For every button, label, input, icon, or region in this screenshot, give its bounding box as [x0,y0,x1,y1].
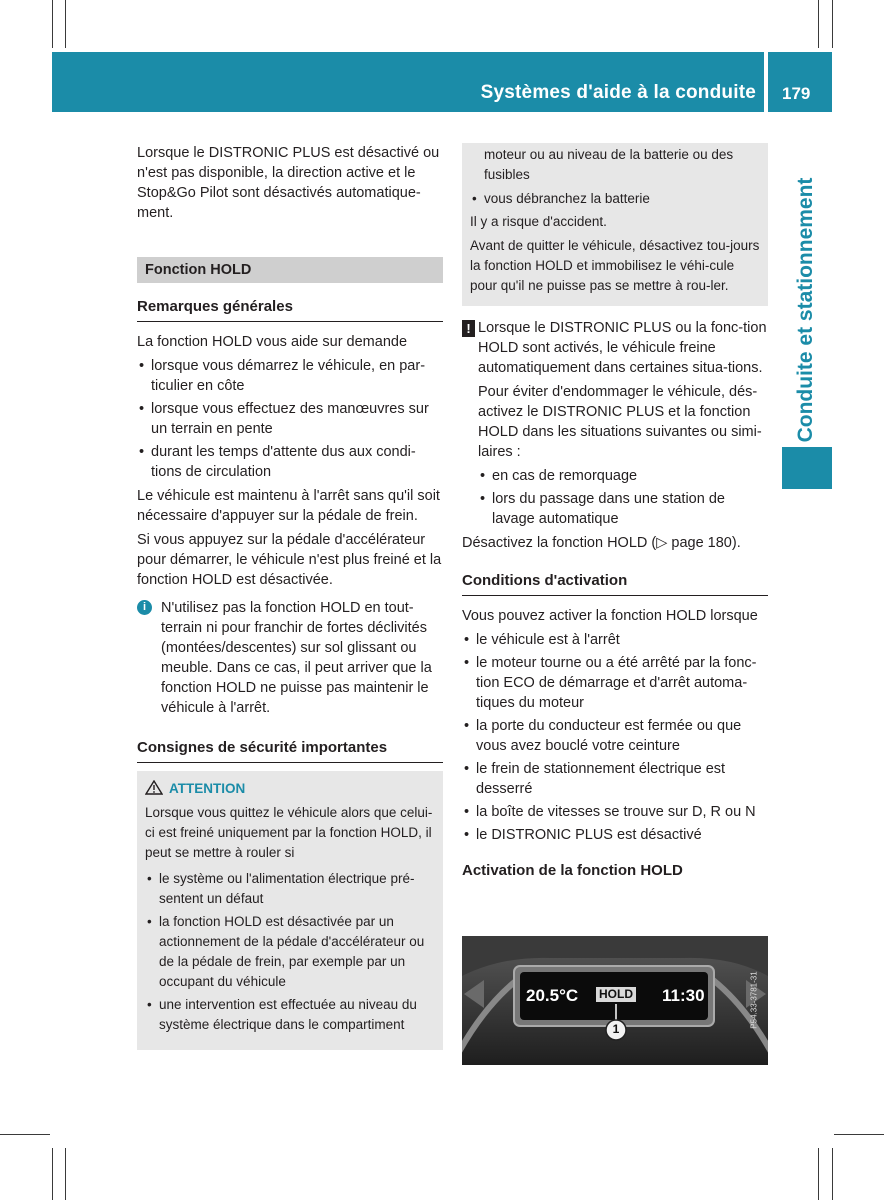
list-item: • lorsque vous démarrez le véhicule, en par-ticulier en côte [137,356,443,396]
list-item: • le DISTRONIC PLUS est désactivé [462,825,768,845]
deactivate-text: Désactivez la fonction HOLD (▷ page 180). [462,535,741,551]
callout-line [462,936,768,1065]
list-item: • vous débranchez la batterie [470,189,760,209]
crop-mark [818,1148,819,1200]
attention-box [137,771,443,1050]
side-tab-marker [782,447,832,489]
attention-cont-list [470,189,760,209]
safety-heading: Consignes de sécurité importantes [137,738,443,763]
display-hold-indicator: HOLD [596,987,636,1002]
crop-mark [52,1148,53,1200]
warning-triangle-icon [145,780,163,795]
image-code: P54.33-3781-31 [749,971,759,1029]
general-intro: La fonction HOLD vous aide sur demande [137,334,408,350]
crop-mark [0,1134,50,1135]
attention-title-row [145,779,435,799]
attention-text: Lorsque vous quittez le véhicule alors que celui-ci est freiné uniquement par la fonction HOLD, il peut se mettre à rouler si [145,805,433,860]
list-item: • le véhicule est à l'arrêt [462,630,768,650]
list-item: • la fonction HOLD est désactivée par un actionnement de la pédale d'accélérateur ou de la pédale de frein, par exemple par un occupant du véhicule [145,912,435,992]
accelerator-paragraph: Si vous appuyez sur la pédale d'accélérateur pour démarrer, le véhicule n'est plus freiné et la fonction HOLD est désactivée. [137,532,442,588]
list-item: • lors du passage dans une station de lavage automatique [478,489,768,529]
chapter-title: Systèmes d'aide à la conduite [480,82,756,103]
before-leaving-text: Avant de quitter le véhicule, désactivez tou-jours la fonction HOLD et immobilisez le véhi-cule pour qu'il ne puisse pas se mettre à rou-ler. [470,238,760,293]
list-item: • une intervention est effectuée au niveau du système électrique dans le compartiment [145,995,435,1035]
crop-mark [52,0,53,48]
conditions-list [462,630,768,845]
list-item: • le frein de stationnement électrique est desserré [462,759,768,799]
info-note [137,598,443,718]
page-number-box [768,52,832,112]
info-icon: i [137,600,152,615]
list-item: • en cas de remorquage [478,466,768,486]
display-temperature: 20.5°C [526,986,579,1005]
page-number: 179 [782,84,811,103]
crop-mark [832,1148,833,1200]
list-item: • lorsque vous effectuez des manœuvres sur un terrain en pente [137,399,443,439]
attention-list [145,869,435,1035]
list-item: • le système ou l'alimentation électrique pré-sentent un défaut [145,869,435,909]
attention-box-continued [462,143,768,306]
display-time: 11:30 [662,986,705,1005]
crop-mark [832,0,833,48]
attention-cont-text: moteur ou au niveau de la batterie ou des fusibles [484,147,734,182]
crop-mark [818,0,819,48]
dashboard-display-photo [462,936,768,1065]
callout-number: 1 [612,1022,620,1036]
header-bar [52,52,764,112]
list-item: • la porte du conducteur est fermée ou que vous avez bouclé votre ceinture [462,716,768,756]
general-remarks-heading: Remarques générales [137,297,443,322]
damage-note-text: Lorsque le DISTRONIC PLUS ou la fonc-tion HOLD sont activés, le véhicule freine automatiquement dans certaines situa-tions. [478,320,767,376]
crop-mark [65,1148,66,1200]
info-note-text: N'utilisez pas la fonction HOLD en tout-terrain ni pour franchir de fortes déclivités (montées/descentes) sur sol glissant ou meuble. Dans ce cas, il peut arriver que la fonction HOLD ne puisse pas maintenir le véhicule à l'arrêt. [161,600,432,716]
damage-note [462,318,768,529]
right-column [462,143,768,881]
attention-title: ATTENTION [169,781,246,796]
list-item: • durant les temps d'attente dus aux condi-tions de circulation [137,442,443,482]
conditions-heading: Conditions d'activation [462,571,768,596]
left-column [137,143,443,1050]
damage-note-text-2: Pour éviter d'endommager le véhicule, dés-activez le DISTRONIC PLUS et la fonction HOLD dans les situations suivantes ou simi-laires : [478,384,762,460]
intro-paragraph: Lorsque le DISTRONIC PLUS est désactivé ou n'est pas disponible, la direction active et le Stop&Go Pilot sont désactivés automatique-ment. [137,145,440,221]
list-item: • la boîte de vitesses se trouve sur D, R ou N [462,802,768,822]
activation-heading: Activation de la fonction HOLD [462,862,683,879]
exclamation-icon: ! [462,320,475,337]
section-title: Fonction HOLD [137,257,443,283]
crop-mark [834,1134,884,1135]
damage-list [478,466,768,529]
risk-text: Il y a risque d'accident. [470,214,607,229]
conditions-intro: Vous pouvez activer la fonction HOLD lorsque [462,608,758,624]
list-item: • le moteur tourne ou a été arrêté par la fonc-tion ECO de démarrage et d'arrêt automa-tiques du moteur [462,653,768,713]
general-list [137,356,443,482]
side-tab-label: Conduite et stationnement [794,177,817,443]
crop-mark [65,0,66,48]
maintained-paragraph: Le véhicule est maintenu à l'arrêt sans qu'il soit nécessaire d'appuyer sur la pédale de frein. [137,488,440,524]
